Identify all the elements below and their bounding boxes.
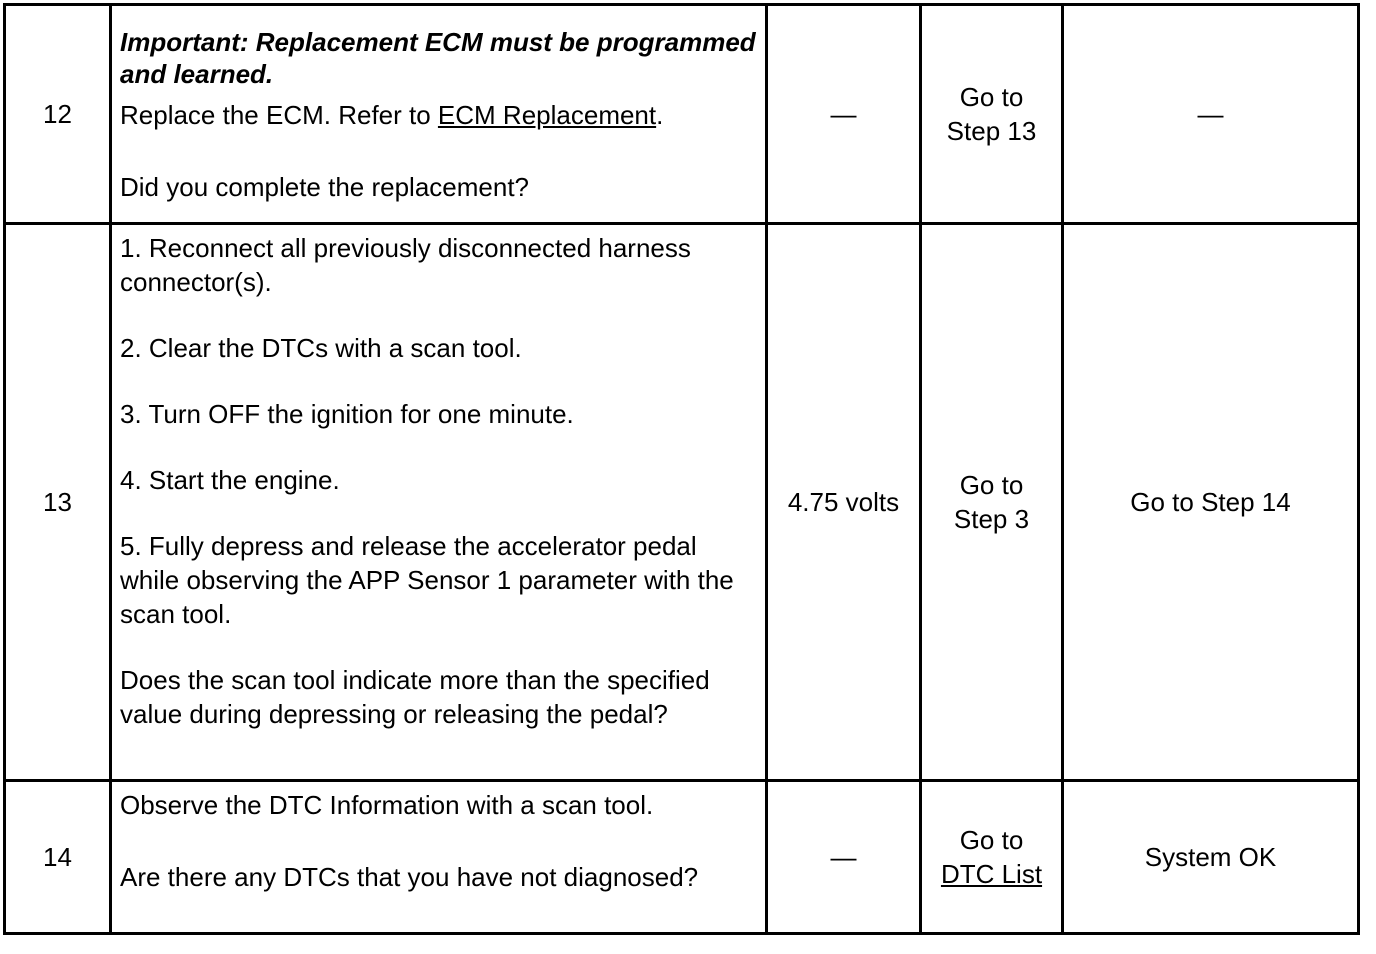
yes-goto: Go to <box>959 82 1024 112</box>
procedure-step-3: 3. Turn OFF the ignition for one minute. <box>120 399 574 429</box>
specified-value: — <box>767 781 921 934</box>
action-cell <box>111 5 767 224</box>
yes-cell <box>921 5 1063 224</box>
step-number: 12 <box>5 5 111 224</box>
specified-value: 4.75 volts <box>767 224 921 781</box>
procedure-step-1: 1. Reconnect all previously disconnected harness connector(s). <box>120 233 691 297</box>
yes-goto: Go to <box>959 470 1024 500</box>
question-text: Are there any DTCs that you have not diagnosed? <box>120 862 699 892</box>
question-text: Does the scan tool indicate more than the specified value during depressing or releasing the pedal? <box>120 665 710 729</box>
table-row-step-14 <box>5 781 1359 934</box>
action-text <box>120 98 757 132</box>
yes-goto: Go to <box>959 825 1024 855</box>
no-cell: Go to Step 14 <box>1063 224 1359 781</box>
action-cell <box>111 224 767 781</box>
action-text: Observe the DTC Information with a scan tool. <box>120 790 654 820</box>
ecm-replacement-link[interactable]: ECM Replacement <box>437 100 657 130</box>
action-suffix: . <box>656 100 664 130</box>
step-number: 13 <box>5 224 111 781</box>
step-number: 14 <box>5 781 111 934</box>
yes-cell <box>921 781 1063 934</box>
diagnostic-table <box>3 3 1360 935</box>
table-row-step-12 <box>5 5 1359 224</box>
important-note: Important: Replacement ECM must be programmed and learned. <box>120 27 756 89</box>
action-cell <box>111 781 767 934</box>
no-cell: System OK <box>1063 781 1359 934</box>
procedure-step-5: 5. Fully depress and release the accelerator pedal while observing the APP Sensor 1 parameter with the scan tool. <box>120 531 734 629</box>
yes-step: Step 13 <box>946 116 1037 146</box>
yes-cell <box>921 224 1063 781</box>
question-text: Did you complete the replacement? <box>120 172 530 202</box>
yes-step: Step 3 <box>953 504 1030 534</box>
dtc-list-link[interactable]: DTC List <box>940 859 1043 889</box>
no-cell: — <box>1063 5 1359 224</box>
action-prefix: Replace the ECM. Refer to <box>120 100 438 130</box>
procedure-step-4: 4. Start the engine. <box>120 465 340 495</box>
specified-value: — <box>767 5 921 224</box>
table-row-step-13 <box>5 224 1359 781</box>
procedure-step-2: 2. Clear the DTCs with a scan tool. <box>120 333 522 363</box>
